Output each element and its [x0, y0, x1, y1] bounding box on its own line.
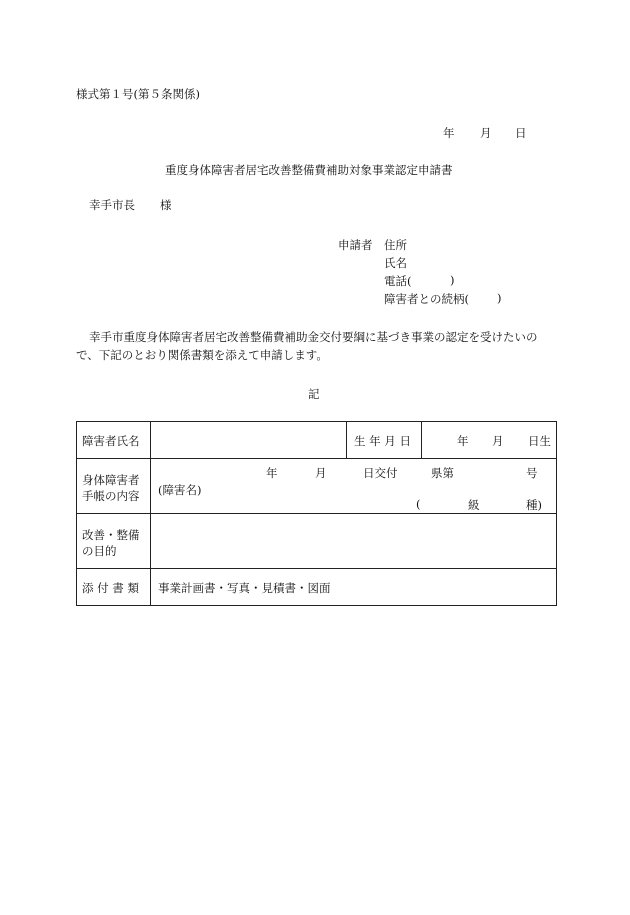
addressee-honorific: 様: [160, 198, 172, 212]
application-table: [76, 421, 557, 606]
form-number: 様式第１号(第５条関係): [76, 87, 200, 101]
relation-close: ): [497, 291, 502, 305]
handbook-year-label: 年: [266, 466, 278, 480]
disabled-person-name-field[interactable]: [152, 422, 346, 458]
handbook-issued-label: 日交付: [363, 466, 398, 480]
handbook-label-line-2: 手帳の内容: [82, 489, 140, 503]
date-line: [443, 125, 455, 141]
grade-open-paren: (: [416, 497, 421, 511]
phone-label: 電話(: [384, 274, 412, 288]
purpose-label-line-2: の目的: [82, 544, 117, 558]
handbook-number-label: 号: [526, 466, 538, 480]
prefecture-label: 県第: [431, 466, 454, 480]
body-line-2: で、下記のとおり関係書類を添えて申請します。: [76, 348, 328, 362]
disability-name-label: (障害名): [158, 483, 202, 497]
relation-label: 障害者との続柄(: [384, 292, 469, 306]
handbook-label-line-1: 身体障害者: [82, 473, 140, 487]
kind-label: 種): [526, 498, 542, 512]
ki-label: 記: [308, 387, 320, 401]
addressee: 幸手市長: [89, 198, 135, 212]
address-label: 住所: [384, 238, 407, 252]
attachments-label: 添 付 書 類: [82, 581, 139, 595]
birth-month-label: 月: [492, 434, 504, 448]
disabled-person-name-label: 障害者氏名: [82, 434, 140, 448]
purpose-label-line-1: 改善・整備: [82, 528, 140, 542]
phone-close: ): [450, 273, 455, 287]
document-title: 重度身体障害者居宅改善整備費補助対象事業認定申請書: [165, 163, 453, 177]
name-label: 氏名: [384, 256, 407, 270]
birth-day-label: 日生: [528, 434, 551, 448]
grade-label: 級: [468, 498, 480, 512]
date-year-label: 年: [443, 126, 455, 140]
applicant-label: 申請者: [338, 238, 373, 252]
handbook-month-label: 月: [315, 466, 327, 480]
purpose-field[interactable]: [152, 515, 555, 567]
body-line-1: 幸手市重度身体障害者居宅改善整備費補助金交付要綱に基づき事業の認定を受けたいの: [89, 330, 538, 344]
birth-year-label: 年: [457, 434, 469, 448]
birth-date-label: 生 年 月 日: [354, 434, 411, 448]
date-day-label: 日: [515, 126, 527, 140]
attachments-value: 事業計画書・写真・見積書・図面: [158, 581, 331, 595]
date-month-label: 月: [480, 126, 492, 140]
